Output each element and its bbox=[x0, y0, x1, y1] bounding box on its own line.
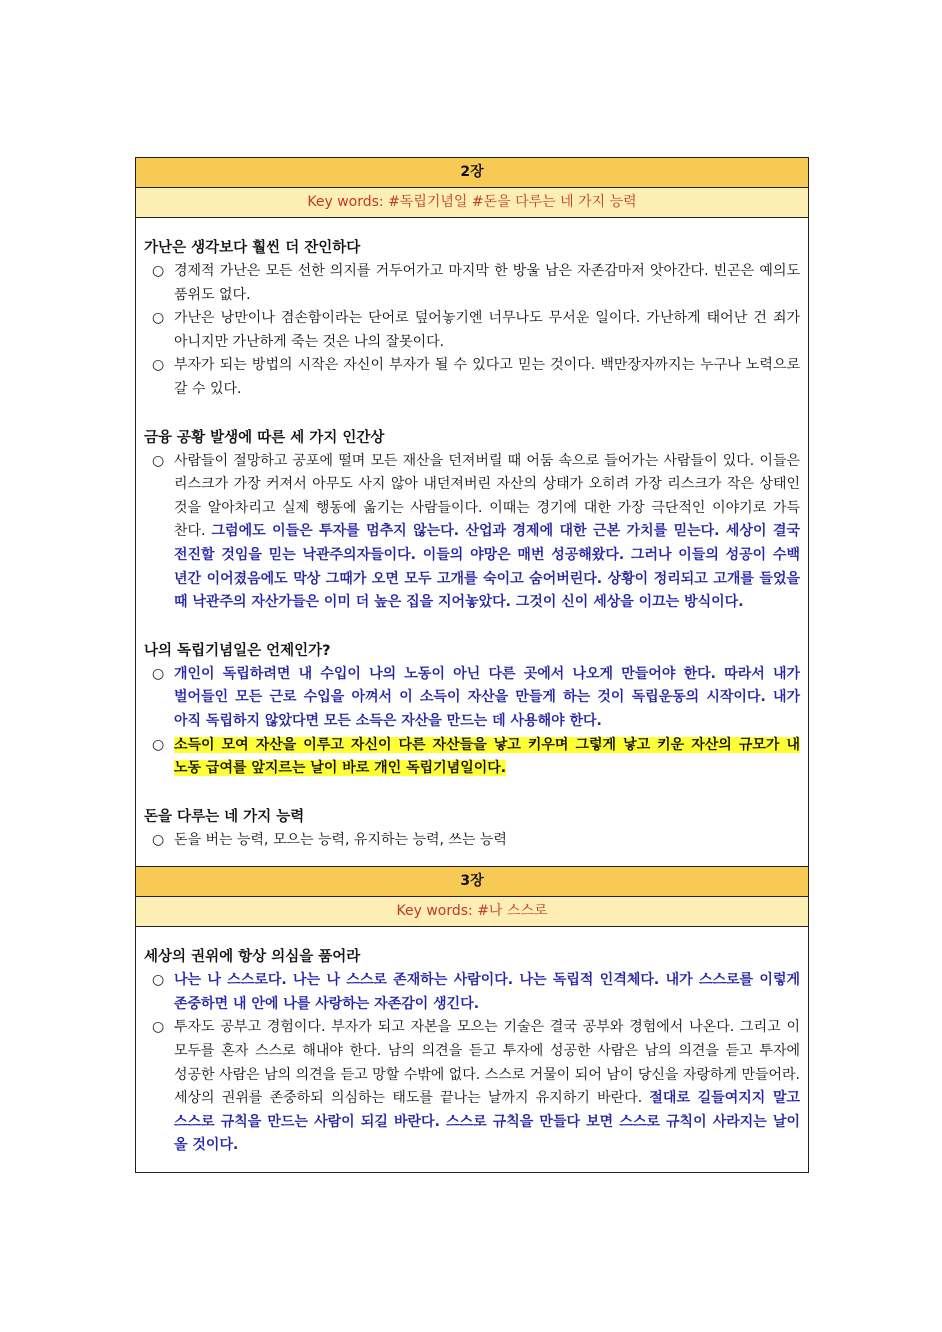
item-text: 소득이 모여 자산을 이루고 자신이 다른 자산들을 낳고 키우며 그렇게 낳고 키운 자산의 규모가 내 노동 급여를 앞지르는 날이 바로 개인 독립기념일이다. bbox=[174, 736, 800, 777]
item-text: 경제적 가난은 모든 선한 의지를 거두어가고 마지막 한 방울 남은 자존감마저 앗아간다. 빈곤은 예의도 품위도 없다. bbox=[174, 263, 800, 303]
item-text: 돈을 버는 능력, 모으는 능력, 유지하는 능력, 쓰는 능력 bbox=[174, 831, 507, 848]
section-block bbox=[144, 426, 800, 615]
item-text: 부자가 되는 방법의 시작은 자신이 부자가 될 수 있다고 믿는 것이다. 백만장자까지는 누구나 노력으로 갈 수 있다. bbox=[174, 357, 800, 397]
item-text: 그럼에도 이들은 투자를 멈추지 않는다. 산업과 경제에 대한 근본 가치를 믿는다. 세상이 결국 전진할 것임을 믿는 낙관주의자들이다. 이들의 야망은 매번 성공해왔다. 그러나 이들의 성공이 수백 년간 이어졌음에도 막상 그때가 오면 모두 고개를 숙이고 숨어버린다. 상황이 정리되고 고개를 들었을 때 낙관주의 자산가들은 이미 더 높은 집을 지어놓았다. 그것이 신이 세상을 이끄는 방식이다. bbox=[174, 523, 800, 611]
section-block bbox=[144, 236, 800, 402]
section-title: 돈을 다루는 네 가지 능력 bbox=[144, 808, 305, 825]
item-text: 절대로 길들여지지 말고 스스로 규칙을 만드는 사람이 되길 바란다. 스스로 규칙을 만들다 보면 스스로 규칙이 사라지는 날이 올 것이다. bbox=[174, 1090, 800, 1154]
item-text: 개인이 독립하려면 내 수입이 나의 노동이 아닌 다른 곳에서 나오게 만들어야 한다. 따라서 내가 벌어들인 모든 근로 수입을 아껴서 이 소득이 자산을 만들게 하는 것이 독립운동의 시작이다. 내가 아직 독립하지 않았다면 모든 소득은 자산을 만드는 데 사용해야 한다. bbox=[174, 665, 800, 729]
bullet-circle-icon: ○ bbox=[152, 452, 165, 469]
bullet-item bbox=[144, 307, 800, 354]
chapter-title: 2장 bbox=[136, 158, 808, 188]
bullet-item bbox=[144, 260, 800, 307]
bullet-item bbox=[144, 829, 800, 853]
section-title: 나의 독립기념일은 언제인가? bbox=[144, 642, 331, 659]
bullet-circle-icon: ○ bbox=[152, 831, 165, 848]
bullet-item bbox=[144, 1016, 800, 1158]
section-block bbox=[144, 945, 800, 1158]
keywords-row: Key words: #독립기념일 #돈을 다루는 네 가지 능력 bbox=[136, 188, 808, 218]
bullet-item bbox=[144, 450, 800, 615]
bullet-circle-icon: ○ bbox=[152, 1019, 165, 1036]
item-text: 나는 나 스스로다. 나는 나 스스로 존재하는 사람이다. 나는 독립적 인격체다. 내가 스스로를 이렇게 존중하면 내 안에 나를 사랑하는 자존감이 생긴다. bbox=[174, 972, 800, 1012]
bullet-item bbox=[144, 734, 800, 781]
item-text: 투자도 공부고 경험이다. 부자가 되고 자본을 모으는 기술은 결국 공부와 경험에서 나온다. 그리고 이 모두를 혼자 스스로 해내야 한다. 남의 의견을 듣고 투자에 성공한 사람은 남의 의견을 듣고 투자에 성공한 사람은 남의 의견을 듣고 망할 수밖에 없다. 스스로 거물이 되어 남이 당신을 자랑하게 만들어라. 세상의 권위를 존중하되 의심하는 태도를 끝나는 날까지 유지하기 바란다. bbox=[174, 1019, 800, 1107]
chapter-title: 3장 bbox=[136, 866, 808, 897]
chapter-body bbox=[136, 218, 808, 866]
document-table bbox=[135, 157, 809, 1173]
bullet-circle-icon: ○ bbox=[152, 263, 165, 279]
bullet-circle-icon: ○ bbox=[152, 972, 165, 989]
bullet-item bbox=[144, 354, 800, 401]
chapter-body bbox=[136, 927, 808, 1172]
keywords-row: Key words: #나 스스로 bbox=[136, 897, 808, 927]
bullet-circle-icon: ○ bbox=[152, 665, 165, 682]
section-title: 금융 공황 발생에 따른 세 가지 인간상 bbox=[144, 429, 385, 446]
bullet-item bbox=[144, 969, 800, 1016]
section-title: 가난은 생각보다 훨씬 더 잔인하다 bbox=[144, 240, 361, 256]
item-text: 사람들이 절망하고 공포에 떨며 모든 재산을 던져버릴 때 어둠 속으로 들어가는 사람들이 있다. 이들은 리스크가 가장 커져서 아무도 사지 않아 내던져버린 자산의 상태가 오히려 가장 리스크가 작은 상태인 것을 알아차리고 실제 행동에 옮기는 사람들이다. 이때는 경기에 대한 가장 극단적인 이야기로 가득 찬다. bbox=[174, 452, 800, 540]
bullet-circle-icon: ○ bbox=[152, 310, 165, 327]
section-block bbox=[144, 639, 800, 781]
item-text: 가난은 낭만이나 겸손함이라는 단어로 덮어놓기엔 너무나도 무서운 일이다. 가난하게 태어난 건 죄가 아니지만 가난하게 죽는 것은 나의 잘못이다. bbox=[174, 310, 800, 350]
bullet-circle-icon: ○ bbox=[152, 736, 165, 753]
bullet-item bbox=[144, 663, 800, 734]
section-title: 세상의 권위에 항상 의심을 품어라 bbox=[144, 949, 361, 966]
section-block bbox=[144, 805, 800, 853]
bullet-circle-icon: ○ bbox=[152, 357, 165, 374]
